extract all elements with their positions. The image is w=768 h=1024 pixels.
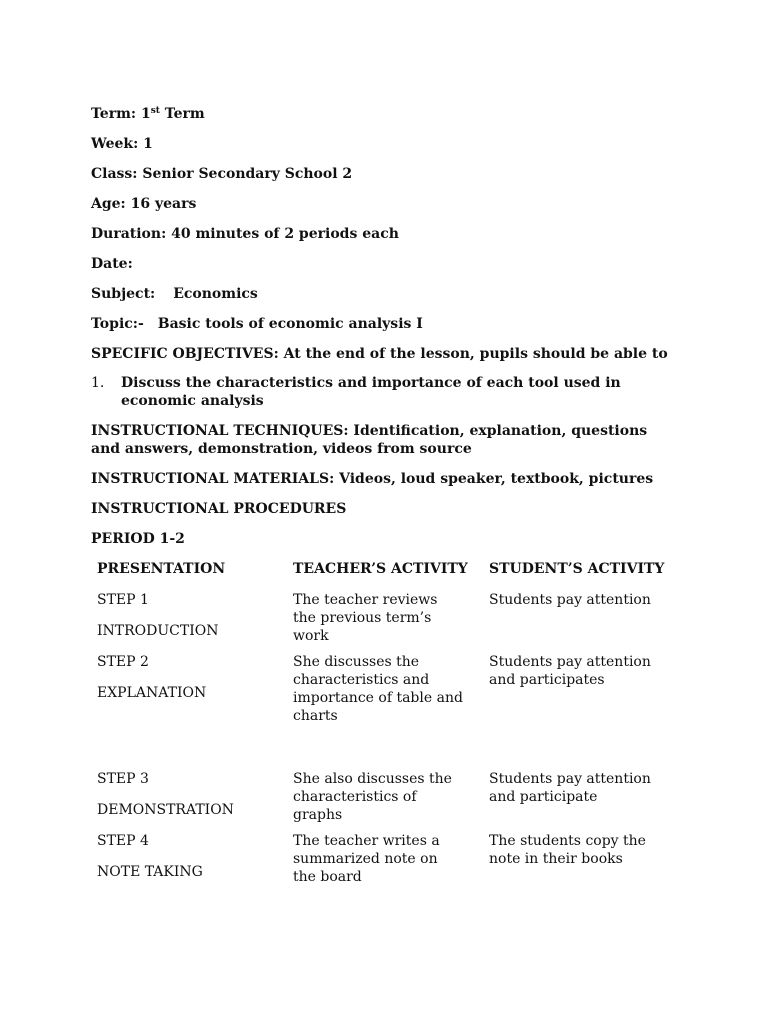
table-header-teacher: TEACHER’S ACTIVITY bbox=[293, 561, 468, 577]
period-heading: PERIOD 1-2 bbox=[91, 531, 185, 547]
objectives-heading: SPECIFIC OBJECTIVES: At the end of the lesson, pupils should be able to bbox=[91, 346, 668, 362]
duration-line: Duration: 40 minutes of 2 periods each bbox=[91, 226, 399, 242]
table-row-student-activity: Students pay attention and participates bbox=[489, 654, 651, 688]
objective-number: 1. bbox=[91, 375, 105, 391]
class-line: Class: Senior Secondary School 2 bbox=[91, 166, 353, 182]
instructional-techniques: INSTRUCTIONAL TECHNIQUES: Identification, explanation, questions and answers, demonstration, videos from source bbox=[91, 423, 648, 457]
table-row-student-activity: Students pay attention bbox=[489, 592, 651, 608]
subject-label: Subject: bbox=[91, 286, 156, 302]
term-label: Term: 1 bbox=[91, 106, 151, 122]
subject-line bbox=[91, 285, 258, 303]
table-row-teacher-activity: The teacher reviews the previous term’s work bbox=[293, 592, 438, 644]
objective-text: Discuss the characteristics and importance of each tool used in economic analysis bbox=[121, 375, 621, 409]
date-line: Date: bbox=[91, 256, 133, 272]
table-row-step: STEP 2 bbox=[97, 654, 149, 670]
table-row-student-activity: Students pay attention and participate bbox=[489, 771, 651, 805]
table-row-teacher-activity: The teacher writes a summarized note on the board bbox=[293, 833, 440, 885]
age-line: Age: 16 years bbox=[91, 196, 197, 212]
table-row-step: STEP 1 bbox=[97, 592, 149, 608]
week-line: Week: 1 bbox=[91, 136, 153, 152]
term-suffix: Term bbox=[159, 106, 205, 122]
term-superscript: st bbox=[150, 106, 160, 116]
procedures-heading: INSTRUCTIONAL PROCEDURES bbox=[91, 501, 347, 517]
table-header-presentation: PRESENTATION bbox=[97, 561, 226, 577]
topic-label: Topic:- bbox=[91, 316, 144, 332]
topic-line bbox=[91, 315, 423, 333]
table-header-student: STUDENT’S ACTIVITY bbox=[489, 561, 665, 577]
table-row-step: STEP 4 bbox=[97, 833, 149, 849]
table-row-teacher-activity: She discusses the characteristics and importance of table and charts bbox=[293, 654, 463, 724]
table-row-student-activity: The students copy the note in their books bbox=[489, 833, 646, 867]
term-line bbox=[91, 105, 205, 123]
subject-value: Economics bbox=[173, 286, 258, 302]
table-row-teacher-activity: She also discusses the characteristics of graphs bbox=[293, 771, 452, 823]
table-row-stage: EXPLANATION bbox=[97, 685, 207, 701]
instructional-materials: INSTRUCTIONAL MATERIALS: Videos, loud speaker, textbook, pictures bbox=[91, 471, 654, 487]
table-row-stage: NOTE TAKING bbox=[97, 864, 203, 880]
topic-value: Basic tools of economic analysis I bbox=[157, 316, 423, 332]
table-row-stage: DEMONSTRATION bbox=[97, 802, 234, 818]
table-row-step: STEP 3 bbox=[97, 771, 149, 787]
table-row-stage: INTRODUCTION bbox=[97, 623, 219, 639]
